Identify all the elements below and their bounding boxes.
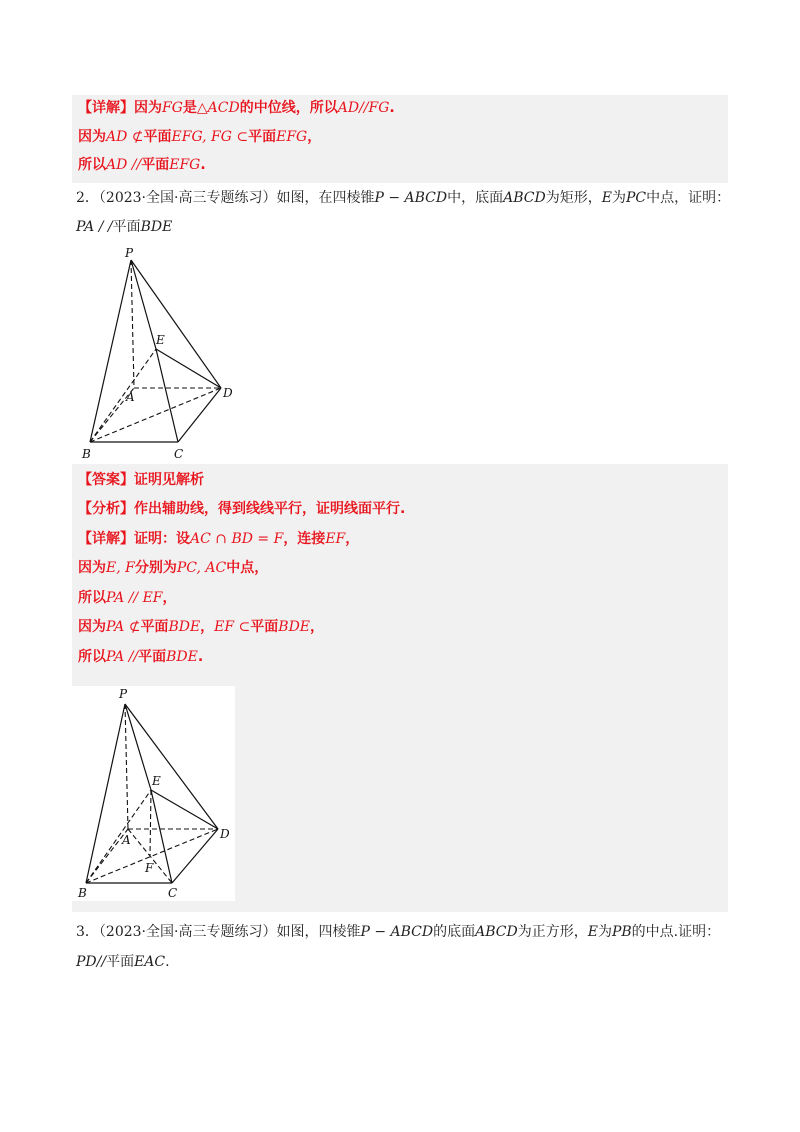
problem3-line1: 3．（2023·全国·高三专题练习）如图，四棱锥P − ABCD的底面ABCD为正方形，E为PB的中点.证明： (76, 924, 721, 940)
detail-tag: 【详解】 (78, 100, 134, 116)
problem-number: 2． (76, 190, 99, 206)
detail-line2: 因为E, F分别为PC, AC中点， (78, 560, 269, 576)
problem-source: （2023·全国·高三专题练习） (98, 190, 277, 206)
problem3-line2: PD//平面EAC. (76, 954, 170, 970)
pyramid-figure-2 (72, 686, 235, 901)
label-B: B (78, 886, 87, 900)
label-B: B (82, 447, 91, 461)
label-P: P (125, 246, 134, 260)
answer-tag: 【答案】 (78, 472, 134, 488)
pyramid-figure-1 (76, 246, 246, 464)
detail-line5: 所以PA //平面BDE. (78, 649, 204, 665)
answer-line: 【答案】证明见解析 (78, 472, 204, 488)
detail-tag: 【详解】 (78, 531, 134, 547)
label-A: A (122, 833, 131, 847)
problem2-line2: PA / /平面BDE (76, 219, 173, 235)
detail-line4: 因为PA ⊄平面BDE，EF ⊂平面BDE， (78, 619, 325, 635)
label-D: D (220, 827, 230, 841)
detail-line3: 所以PA // EF， (78, 590, 177, 606)
problem-source: （2023·全国·高三专题练习） (98, 924, 277, 940)
label-F: F (145, 861, 154, 875)
problem2-line1: 2．（2023·全国·高三专题练习）如图，在四棱锥P − ABCD中，底面ABCD为矩形，E为PC中点，证明： (76, 190, 731, 206)
solution1-line3: 所以AD //平面EFG. (78, 157, 206, 173)
solution1-line2: 因为AD ⊄平面EFG, FG ⊂平面EFG， (78, 129, 322, 145)
label-P: P (119, 687, 128, 701)
label-C: C (174, 447, 184, 461)
analysis-tag: 【分析】 (78, 501, 134, 517)
problem-number: 3． (76, 924, 99, 940)
label-C: C (168, 886, 178, 900)
detail-line1: 【详解】证明：设AC ∩ BD = F，连接EF， (78, 531, 360, 547)
label-E: E (152, 774, 161, 788)
analysis-line: 【分析】作出辅助线，得到线线平行，证明线面平行. (78, 501, 406, 517)
solution1-line1: 【详解】因为FG是△ACD的中位线，所以AD//FG. (78, 100, 395, 116)
label-E: E (156, 333, 165, 347)
label-A: A (126, 390, 135, 404)
label-D: D (223, 386, 233, 400)
